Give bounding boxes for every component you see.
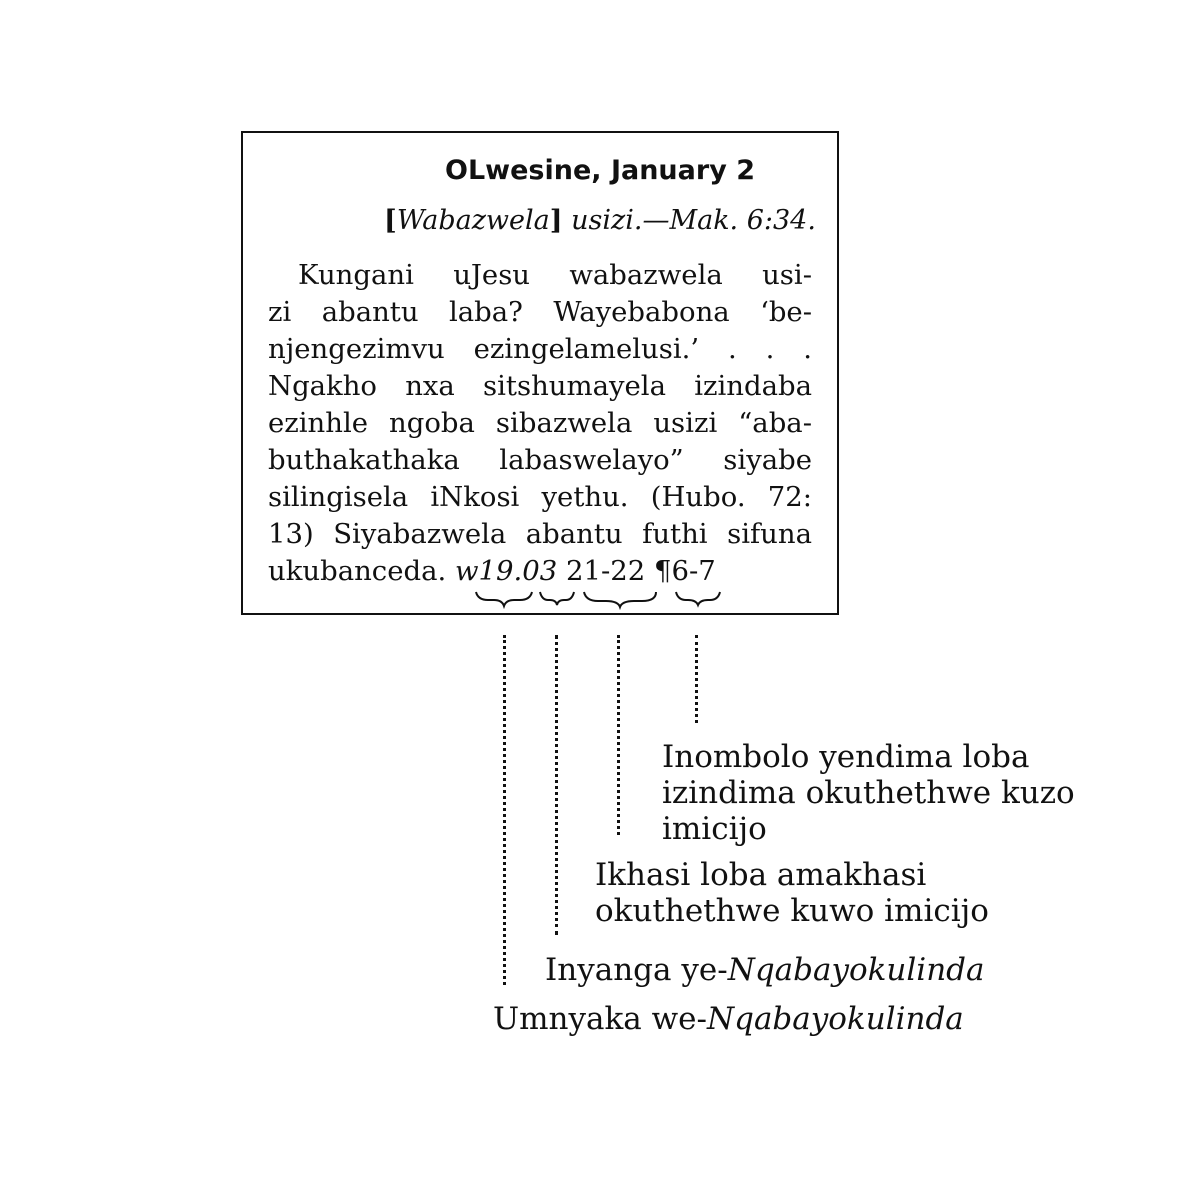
label-year bbox=[493, 1001, 964, 1037]
label-line: izindima okuthethwe kuzo bbox=[662, 775, 1075, 811]
ref-year: w19. bbox=[454, 555, 523, 587]
body-line: ezinhle ngoba sibazwela usizi “aba- bbox=[268, 407, 812, 439]
verse-rest: usizi.—Mak. 6:34. bbox=[562, 205, 816, 236]
brace-pages bbox=[584, 592, 656, 607]
body-line: Ngakho nxa sitshumayela izindaba bbox=[268, 370, 812, 402]
label-line: Inombolo yendima loba bbox=[662, 739, 1030, 775]
label-line: Ikhasi loba amakhasi bbox=[595, 857, 927, 893]
label-month bbox=[545, 952, 985, 988]
dotted-leader-pages bbox=[617, 635, 620, 835]
bracket-close: ] bbox=[549, 205, 563, 236]
brace-year bbox=[476, 592, 532, 606]
ref-month: 03 bbox=[522, 555, 558, 587]
label-pages bbox=[595, 857, 989, 929]
bracket-open: [ bbox=[384, 205, 397, 236]
label-paragraphs bbox=[662, 739, 1075, 847]
body-line: njengezimvu ezingelamelusi.’ . . . bbox=[268, 333, 812, 365]
dotted-leader-paragraphs bbox=[695, 635, 698, 723]
card-title: OLwesine, January 2 bbox=[445, 155, 755, 186]
last-line-text: ukubanceda. bbox=[268, 555, 455, 587]
label-text: Umnyaka we- bbox=[493, 1001, 707, 1037]
ref-pages: 21-22 bbox=[557, 555, 655, 587]
body-line: silingisela iNkosi yethu. (Hubo. 72: bbox=[268, 481, 812, 513]
brace-month bbox=[540, 592, 574, 605]
label-italic: Nqabayokulinda bbox=[727, 952, 985, 988]
dotted-leader-year bbox=[503, 635, 506, 985]
brace-paragraphs bbox=[676, 592, 720, 605]
label-italic: Nqabayokulinda bbox=[706, 1001, 964, 1037]
body-line: buthakathaka labaswelayo” siyabe bbox=[268, 444, 812, 476]
body-line: zi abantu laba? Wayebabona ‘be- bbox=[268, 296, 812, 328]
body-line: 13) Siyabazwela abantu futhi sifuna bbox=[268, 518, 812, 550]
ref-paragraphs: ¶6-7 bbox=[654, 555, 716, 587]
body-line: Kungani uJesu wabazwela usi- bbox=[298, 259, 812, 291]
label-text: Inyanga ye- bbox=[545, 952, 728, 988]
label-line: okuthethwe kuwo imicijo bbox=[595, 893, 989, 929]
label-line: imicijo bbox=[662, 811, 767, 847]
verse-word: Wabazwela bbox=[396, 205, 550, 236]
dotted-leader-month bbox=[555, 635, 558, 935]
